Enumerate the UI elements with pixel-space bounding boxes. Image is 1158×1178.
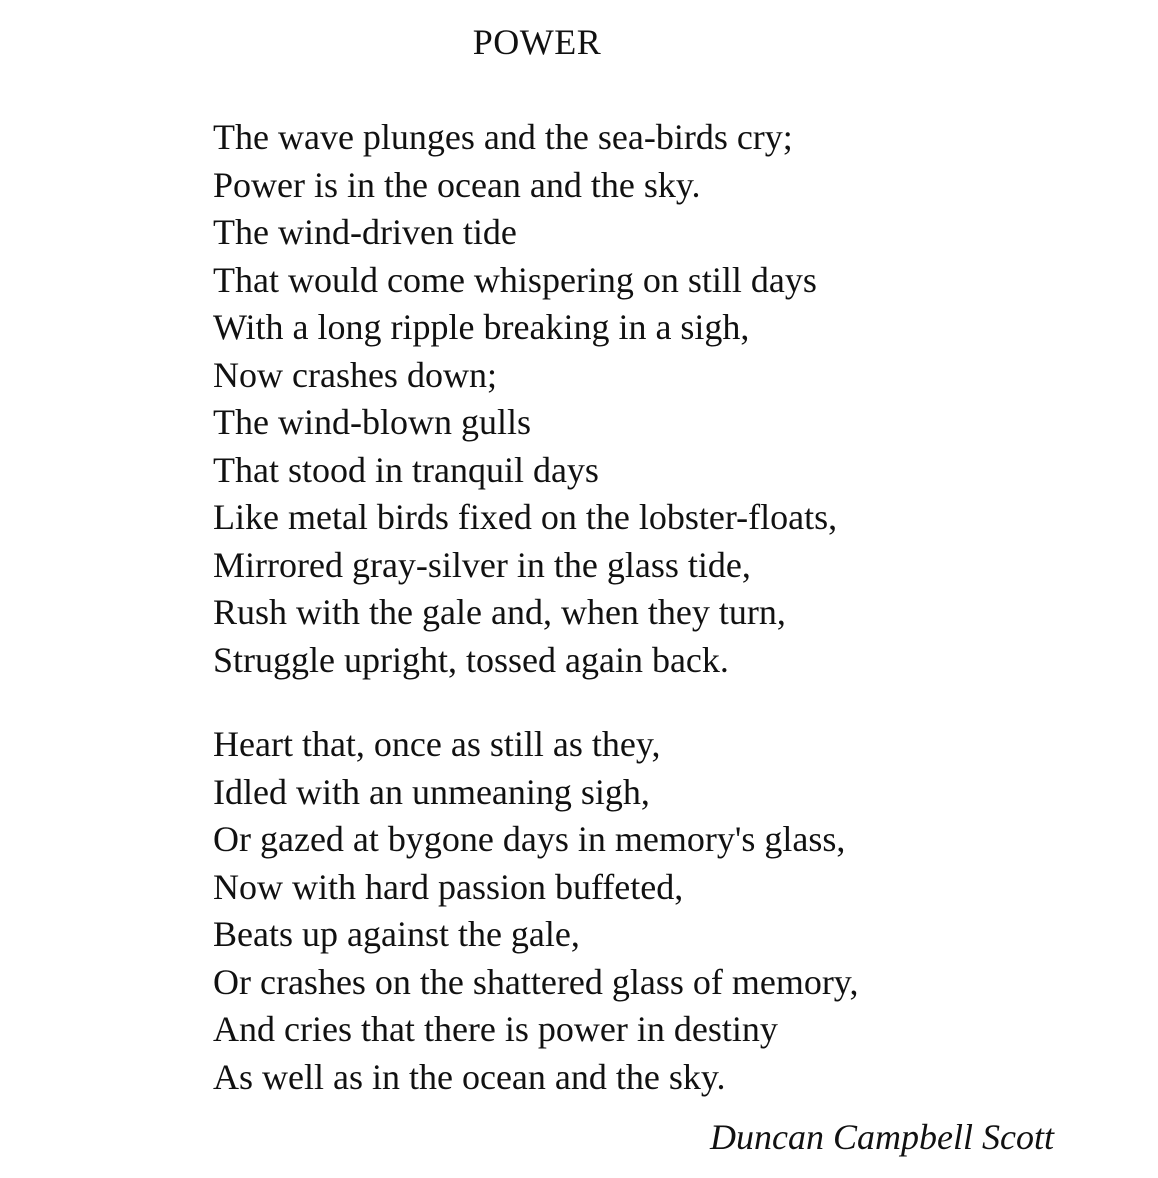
- poem-title: POWER: [472, 22, 602, 62]
- poem-line: As well as in the ocean and the sky.: [213, 1056, 726, 1097]
- poem-line: Heart that, once as still as they,: [213, 724, 661, 764]
- poem-line: Or gazed at bygone days in memory's glass,: [213, 819, 846, 859]
- poem-line: That stood in tranquil days: [213, 449, 599, 490]
- poem-line: Mirrored gray-silver in the glass tide,: [213, 544, 751, 585]
- poem-line: That would come whispering on still days: [213, 259, 817, 300]
- poem-line: Power is in the ocean and the sky.: [213, 164, 701, 205]
- poem-line: Rush with the gale and, when they turn,: [213, 592, 786, 632]
- poem-line: The wind-blown gulls: [213, 402, 531, 442]
- poem-line: The wind-driven tide: [213, 212, 517, 252]
- stanza-2: [213, 721, 858, 1101]
- poem-line: Like metal birds fixed on the lobster-floats,: [213, 497, 838, 537]
- poem-line: Now with hard passion buffeted,: [213, 866, 684, 907]
- poem-line: The wave plunges and the sea-birds cry;: [213, 117, 793, 157]
- poem-line: Struggle upright, tossed again back.: [213, 639, 729, 680]
- poem-line: Or crashes on the shattered glass of memory,: [213, 961, 859, 1002]
- poem-line: Idled with an unmeaning sigh,: [213, 771, 650, 812]
- poem-line: Now crashes down;: [213, 354, 497, 395]
- poem-author: Duncan Campbell Scott: [710, 1117, 1054, 1157]
- poem-line: And cries that there is power in destiny: [213, 1009, 778, 1049]
- poem-line: Beats up against the gale,: [213, 914, 580, 954]
- stanza-1: [213, 114, 837, 684]
- poem-line: With a long ripple breaking in a sigh,: [213, 307, 750, 347]
